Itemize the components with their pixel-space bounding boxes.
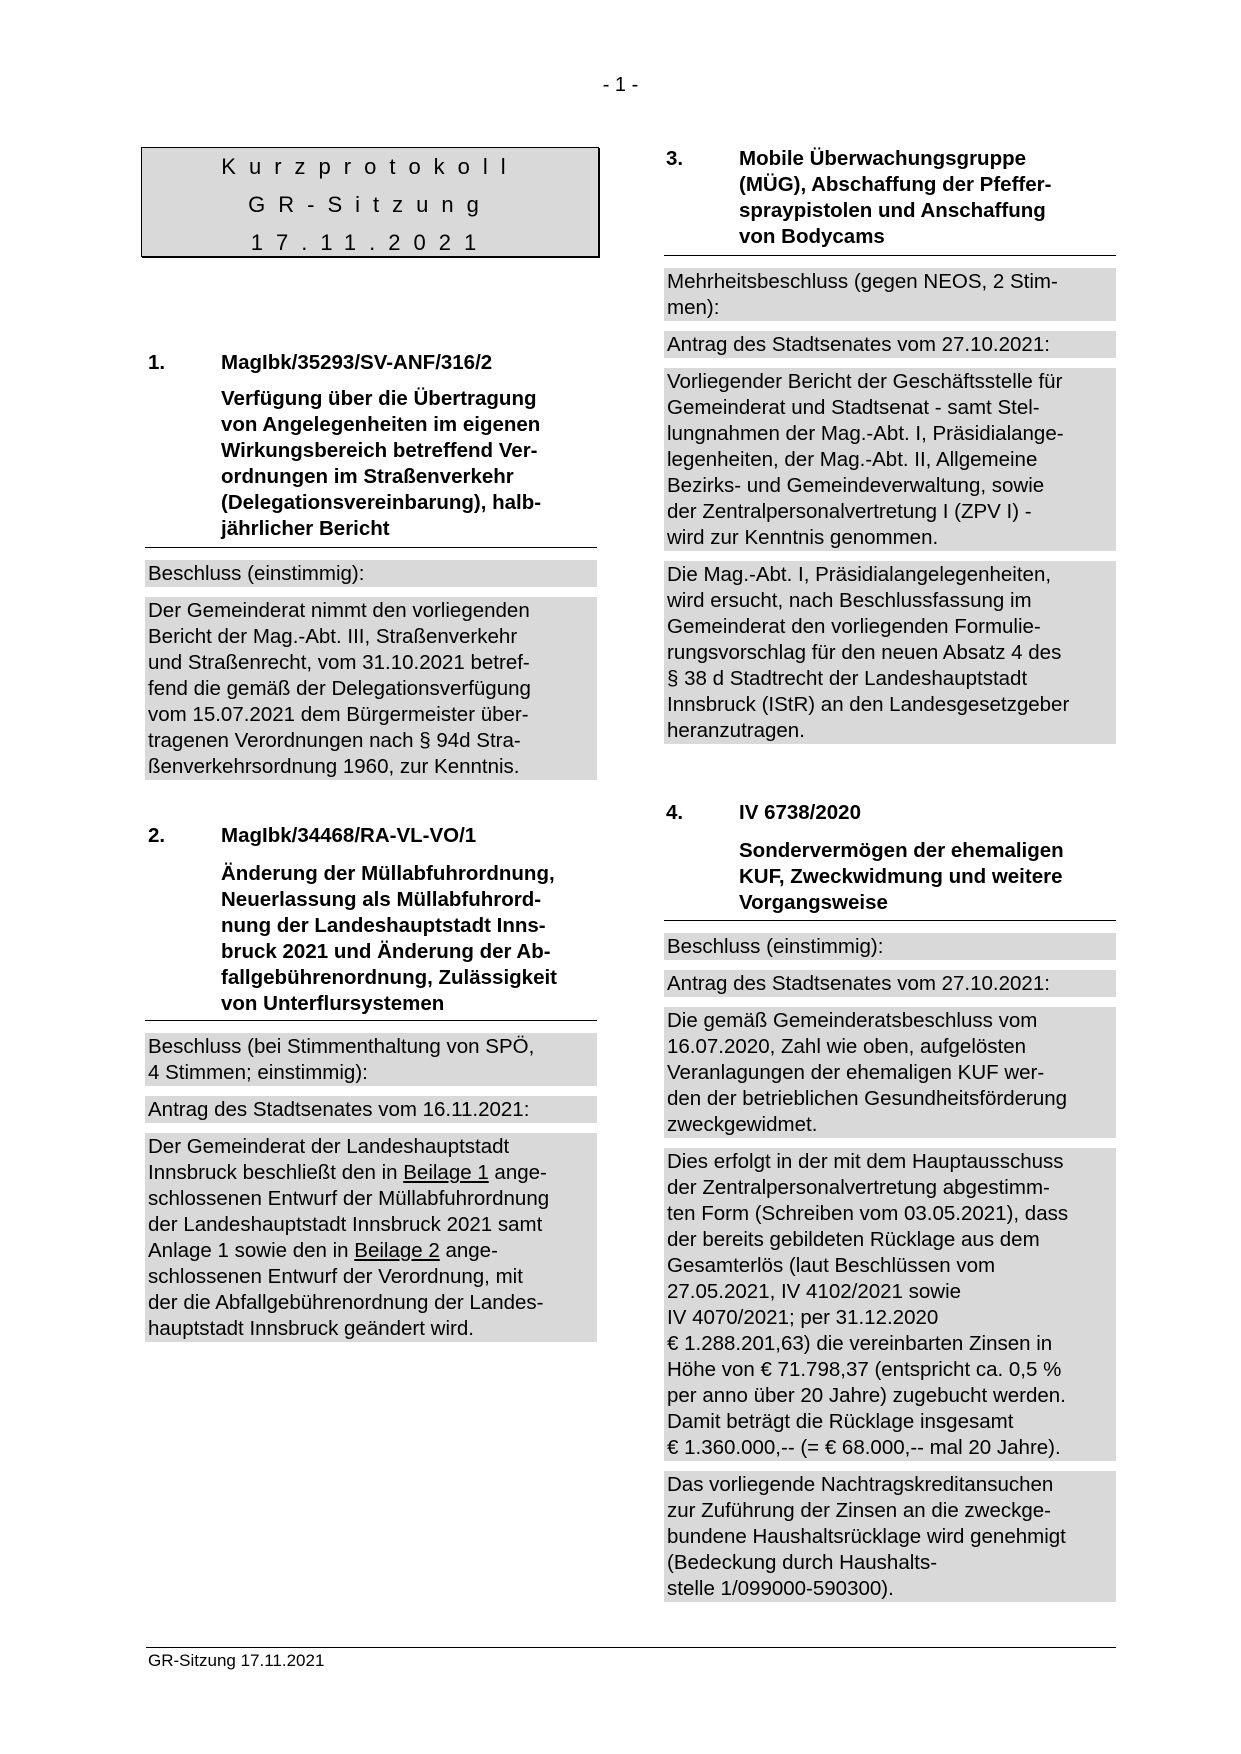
footer-divider bbox=[146, 1647, 1116, 1648]
item-4-ref: IV 6738/2020 bbox=[739, 801, 861, 824]
item-3-resolution: Mehrheitsbeschluss (gegen NEOS, 2 Stim- men): bbox=[667, 270, 1058, 319]
item-2-resolution: Beschluss (bei Stimmenthaltung von SPÖ, 4 Stimmen; einstimmig): bbox=[148, 1035, 535, 1084]
item-1-body: Der Gemeinderat nimmt den vorliegenden Bericht der Mag.-Abt. III, Straßenverkehr und Straßenrecht, vom 31.10.2021 betref- fend die gemäß der Delegationsverfügung vom 15.07.2021 dem Bürgermeister über- tragenen Verordnungen nach § 94d Stra- ßenverkehrsordnung 1960, zur Kenntnis. bbox=[148, 599, 531, 778]
page-number: - 1 - bbox=[602, 74, 639, 96]
item-4-para-3: Das vorliegende Nachtragskreditansuchen zur Zuführung der Zinsen an die zweckge- bundene Haushaltsrücklage wird genehmigt (Bedeckung durch Haushalts- stelle 1/099000-590300). bbox=[667, 1473, 1066, 1600]
item-3-para-2: Die Mag.-Abt. I, Präsidialangelegenheiten, wird ersucht, nach Beschlussfassung im Gemeinderat den vorliegenden Formulie- rungsvorschlag für den neuen Absatz 4 des § 38 d Stadtrecht der Landeshauptstadt Innsbruck (IStR) an den Landesgesetzgeber heranzutragen. bbox=[667, 563, 1070, 742]
item-4-resolution: Beschluss (einstimmig): bbox=[667, 935, 884, 958]
item-1-divider bbox=[145, 547, 597, 548]
item-1-subject: Verfügung über die Übertragung von Angelegenheiten im eigenen Wirkungsbereich betreffend Ver- ordnungen im Straßenverkehr (Delegationsvereinbarung), halb- jährlicher Bericht bbox=[221, 387, 542, 540]
title-box bbox=[141, 147, 599, 257]
item-2-subject: Änderung der Müllabfuhrordnung, Neuerlassung als Müllabfuhrord- nung der Landeshauptstadt Inns- bruck 2021 und Änderung der Ab- fallgebührenordnung, Zulässigkeit von Unterflursystemen bbox=[221, 862, 557, 1015]
item-3-number: 3. bbox=[666, 147, 684, 170]
item-2-ref: MagIbk/34468/RA-VL-VO/1 bbox=[221, 824, 477, 847]
item-4-subject: Sondervermögen der ehemaligen KUF, Zweckwidmung und weitere Vorgangsweise bbox=[739, 839, 1064, 914]
footer-text: GR-Sitzung 17.11.2021 bbox=[148, 1651, 325, 1670]
item-2-divider bbox=[145, 1020, 597, 1021]
item-2-number: 2. bbox=[148, 824, 166, 847]
item-3-divider bbox=[664, 255, 1116, 256]
title-line-3: 17.11.2021 bbox=[250, 230, 490, 255]
item-3-subject: Mobile Überwachungsgruppe (MÜG), Abschaffung der Pfeffer- spraypistolen und Anschaffung von Bodycams bbox=[739, 147, 1052, 248]
beilage-1-link[interactable]: Beilage 1 bbox=[403, 1161, 489, 1184]
item-1-resolution: Beschluss (einstimmig): bbox=[148, 562, 365, 585]
title-line-1: Kurzprotokoll bbox=[221, 154, 519, 179]
item-4-divider bbox=[664, 920, 1116, 921]
item-1-number: 1. bbox=[148, 351, 166, 374]
item-1-ref: MagIbk/35293/SV-ANF/316/2 bbox=[221, 351, 493, 374]
item-4-para-1: Die gemäß Gemeinderatsbeschluss vom 16.07.2020, Zahl wie oben, aufgelösten Veranlagungen der ehemaligen KUF wer- den der betrieblichen Gesundheitsförderung zweckgewidmet. bbox=[667, 1009, 1068, 1136]
title-line-2: GR-Sitzung bbox=[248, 192, 492, 217]
beilage-2-link[interactable]: Beilage 2 bbox=[354, 1239, 440, 1262]
item-2-motion: Antrag des Stadtsenates vom 16.11.2021: bbox=[148, 1098, 530, 1121]
item-2-body: Der Gemeinderat der Landeshauptstadt Innsbruck beschließt den in Beilage 1 ange- schlossenen Entwurf der Müllabfuhrordnung der Landeshauptstadt Innsbruck 2021 samt Anlage 1 sowie den in Beilage 2 ange- schlossenen Entwurf der Verordnung, mit der die Abfallgebührenordnung der Landes- hauptstadt Innsbruck geändert wird. bbox=[148, 1135, 550, 1340]
item-4-number: 4. bbox=[666, 801, 684, 824]
item-4-para-2: Dies erfolgt in der mit dem Hauptausschuss der Zentralpersonalvertretung abgestimm- ten Form (Schreiben vom 03.05.2021), dass der bereits gebildeten Rücklage aus dem Gesamterlös (laut Beschlüssen vom 27.05.2021, IV 4102/2021 sowie IV 4070/2021; per 31.12.2020 € 1.288.201,63) die vereinbarten Zinsen in Höhe von € 71.798,37 (entspricht ca. 0,5 % per anno über 20 Jahre) zugebucht werden. Damit beträgt die Rücklage insgesamt € 1.360.000,-- (= € 68.000,-- mal 20 Jahre). bbox=[667, 1150, 1069, 1459]
item-3-motion: Antrag des Stadtsenates vom 27.10.2021: bbox=[667, 333, 1050, 356]
item-4-motion: Antrag des Stadtsenates vom 27.10.2021: bbox=[667, 972, 1050, 995]
item-3-para-1: Vorliegender Bericht der Geschäftsstelle für Gemeinderat und Stadtsenat - samt Stel- lungnahmen der Mag.-Abt. I, Präsidialange- legenheiten, der Mag.-Abt. II, Allgemeine Bezirks- und Gemeindeverwaltung, sowie der Zentralpersonalvertretung I (ZPV I) - wird zur Kenntnis genommen. bbox=[667, 370, 1064, 549]
